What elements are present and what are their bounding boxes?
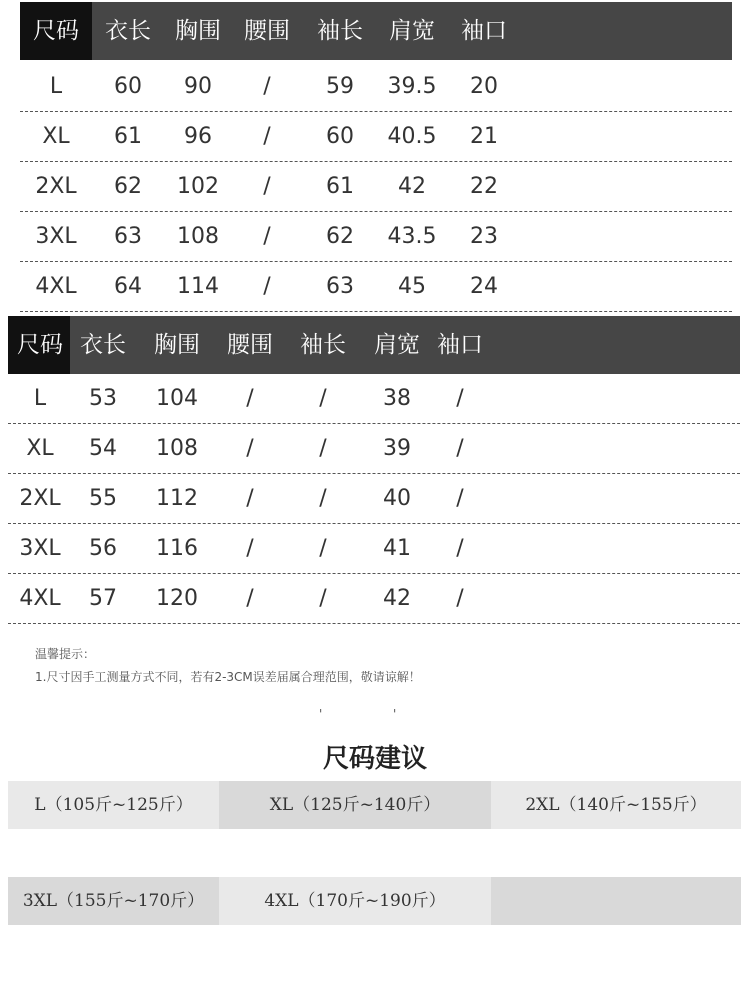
cell-length: 63 bbox=[114, 224, 142, 249]
size-table-bottom bbox=[8, 316, 740, 626]
tips-title: 温馨提示： bbox=[35, 647, 96, 661]
size-suggestion-item: XL（125斤~140斤） bbox=[219, 781, 491, 829]
cell-chest: 114 bbox=[177, 274, 219, 299]
size-table-top bbox=[20, 2, 732, 312]
tips-line: 1.尺寸因手工测量方式不同，若有2-3CM误差届属合理范围，敬请谅解！ bbox=[35, 670, 421, 684]
table-row bbox=[8, 474, 740, 524]
cell-length: 60 bbox=[114, 74, 142, 99]
row-divider bbox=[20, 311, 732, 312]
header-sleeve: 袖长 bbox=[317, 18, 363, 44]
cell-shoulder: 39.5 bbox=[387, 74, 437, 99]
header-waist: 腰围 bbox=[227, 332, 273, 358]
cell-sleeve: 61 bbox=[326, 174, 354, 199]
header-cuff: 袖口 bbox=[437, 332, 483, 358]
cell-waist: / bbox=[246, 486, 254, 511]
cell-length: 57 bbox=[89, 586, 117, 611]
cell-size: XL bbox=[42, 124, 70, 149]
cell-sleeve: 62 bbox=[326, 224, 354, 249]
cell-sleeve: / bbox=[319, 586, 327, 611]
table-row bbox=[20, 262, 732, 312]
header-length: 衣长 bbox=[80, 332, 126, 358]
cell-sleeve: 60 bbox=[326, 124, 354, 149]
cell-shoulder: 43.5 bbox=[387, 224, 437, 249]
header-cuff: 袖口 bbox=[461, 18, 507, 44]
table-row bbox=[20, 162, 732, 212]
cell-chest: 102 bbox=[177, 174, 219, 199]
cell-cuff: / bbox=[456, 386, 464, 411]
cell-waist: / bbox=[246, 536, 254, 561]
cell-chest: 108 bbox=[156, 436, 198, 461]
cell-size: L bbox=[33, 386, 47, 411]
cell-waist: / bbox=[246, 386, 254, 411]
cell-size: 4XL bbox=[19, 586, 61, 611]
size-suggestion-item: 3XL（155斤~170斤） bbox=[8, 877, 219, 925]
header-sleeve: 袖长 bbox=[300, 332, 346, 358]
cell-shoulder: 38 bbox=[383, 386, 411, 411]
tick-mark: ' bbox=[393, 707, 397, 721]
cell-cuff: / bbox=[456, 586, 464, 611]
table-row bbox=[8, 424, 740, 474]
cell-waist: / bbox=[263, 224, 271, 249]
cell-cuff: 24 bbox=[470, 274, 498, 299]
cell-cuff: / bbox=[456, 436, 464, 461]
table-row bbox=[8, 524, 740, 574]
cell-sleeve: / bbox=[319, 536, 327, 561]
cell-size: L bbox=[49, 74, 63, 99]
cell-length: 62 bbox=[114, 174, 142, 199]
header-waist: 腰围 bbox=[244, 18, 290, 44]
cell-shoulder: 45 bbox=[398, 274, 426, 299]
cell-length: 55 bbox=[89, 486, 117, 511]
cell-chest: 104 bbox=[156, 386, 198, 411]
header-shoulder: 肩宽 bbox=[389, 18, 435, 44]
cell-waist: / bbox=[246, 586, 254, 611]
cell-length: 56 bbox=[89, 536, 117, 561]
cell-waist: / bbox=[263, 274, 271, 299]
cell-length: 54 bbox=[89, 436, 117, 461]
cell-chest: 112 bbox=[156, 486, 198, 511]
header-size: 尺码 bbox=[17, 332, 63, 358]
size-suggestion-item: L（105斤~125斤） bbox=[8, 781, 219, 829]
cell-length: 64 bbox=[114, 274, 142, 299]
cell-sleeve: 63 bbox=[326, 274, 354, 299]
cell-shoulder: 42 bbox=[383, 586, 411, 611]
cell-size: 4XL bbox=[35, 274, 77, 299]
header-chest: 胸围 bbox=[154, 332, 200, 358]
cell-sleeve: 59 bbox=[326, 74, 354, 99]
cell-chest: 120 bbox=[156, 586, 198, 611]
header-chest: 胸围 bbox=[175, 18, 221, 44]
cell-cuff: / bbox=[456, 486, 464, 511]
cell-chest: 90 bbox=[184, 74, 212, 99]
cell-chest: 108 bbox=[177, 224, 219, 249]
tick-mark: ' bbox=[319, 707, 323, 721]
cell-sleeve: / bbox=[319, 436, 327, 461]
size-suggestion-item: 2XL（140斤~155斤） bbox=[491, 781, 741, 829]
cell-waist: / bbox=[263, 174, 271, 199]
size-suggestion-empty bbox=[491, 877, 741, 925]
cell-waist: / bbox=[263, 124, 271, 149]
cell-size: 2XL bbox=[19, 486, 61, 511]
cell-cuff: 23 bbox=[470, 224, 498, 249]
row-divider bbox=[8, 623, 740, 624]
cell-shoulder: 42 bbox=[398, 174, 426, 199]
table-row bbox=[20, 212, 732, 262]
cell-length: 61 bbox=[114, 124, 142, 149]
cell-sleeve: / bbox=[319, 386, 327, 411]
cell-chest: 116 bbox=[156, 536, 198, 561]
cell-shoulder: 41 bbox=[383, 536, 411, 561]
cell-size: 3XL bbox=[35, 224, 77, 249]
table-row bbox=[8, 374, 740, 424]
cell-waist: / bbox=[246, 436, 254, 461]
cell-cuff: 22 bbox=[470, 174, 498, 199]
cell-cuff: / bbox=[456, 536, 464, 561]
cell-shoulder: 39 bbox=[383, 436, 411, 461]
size-suggestion-title: 尺码建议 bbox=[322, 744, 427, 774]
header-shoulder: 肩宽 bbox=[374, 332, 420, 358]
cell-shoulder: 40.5 bbox=[387, 124, 437, 149]
cell-size: 2XL bbox=[35, 174, 77, 199]
cell-cuff: 20 bbox=[470, 74, 498, 99]
table-row bbox=[20, 62, 732, 112]
cell-length: 53 bbox=[89, 386, 117, 411]
cell-size: 3XL bbox=[19, 536, 61, 561]
header-size: 尺码 bbox=[33, 18, 79, 44]
table-row bbox=[20, 112, 732, 162]
cell-waist: / bbox=[263, 74, 271, 99]
header-length: 衣长 bbox=[105, 18, 151, 44]
cell-chest: 96 bbox=[184, 124, 212, 149]
table-row bbox=[8, 574, 740, 624]
cell-sleeve: / bbox=[319, 486, 327, 511]
cell-size: XL bbox=[26, 436, 54, 461]
cell-shoulder: 40 bbox=[383, 486, 411, 511]
cell-cuff: 21 bbox=[470, 124, 498, 149]
size-suggestion-item: 4XL（170斤~190斤） bbox=[219, 877, 491, 925]
